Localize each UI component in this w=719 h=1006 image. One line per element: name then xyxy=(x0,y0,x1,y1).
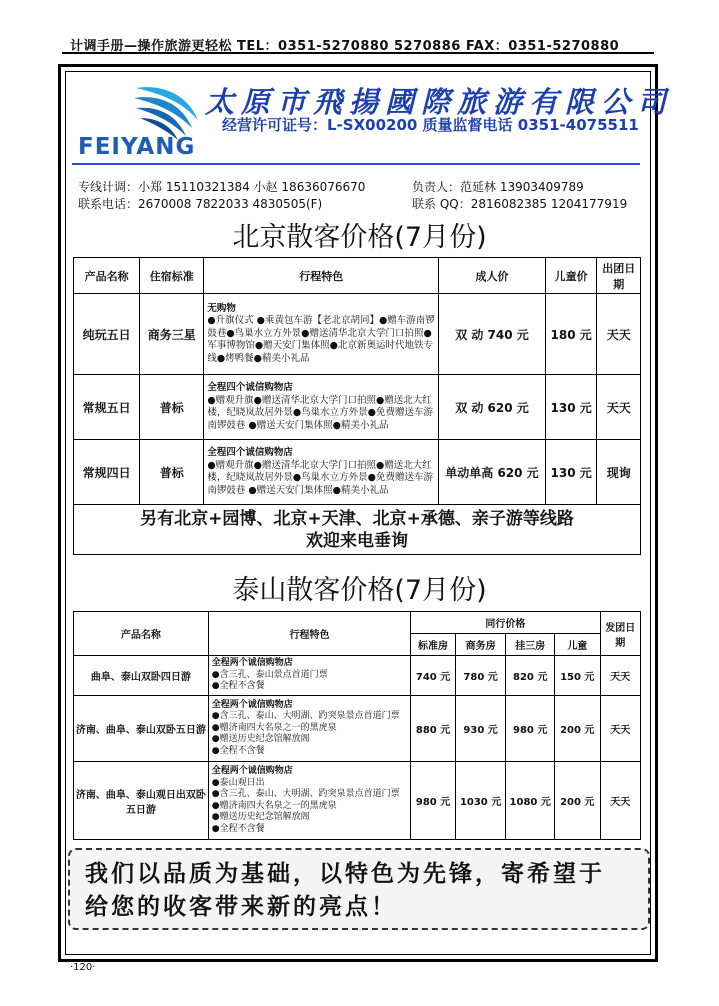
feature-heading: 全程四个诚信购物店 xyxy=(207,382,293,393)
col-header: 儿童 xyxy=(555,634,601,656)
row-features xyxy=(204,294,439,375)
table-header-row xyxy=(74,258,641,294)
row-three-price: 820 元 xyxy=(506,656,555,696)
row-biz-price: 1030 元 xyxy=(455,762,506,840)
blue-divider xyxy=(72,163,640,165)
row-std-price: 980 元 xyxy=(411,762,456,840)
table-row xyxy=(74,375,641,440)
feature-text: ●赠观升旗●赠送清华北京大学门口拍照●赠送北大红楼，纪晓岚故居外景●鸟巢水立方外景●免费赠送车游南锣鼓巷 ●赠送天安门集体照●精美小礼品 xyxy=(207,459,433,496)
col-header: 标准房 xyxy=(411,634,456,656)
row-child-price: 150 元 xyxy=(555,656,601,696)
row-name: 济南、曲阜、泰山观日出双卧五日游 xyxy=(74,762,209,840)
feature-heading: 全程四个诚信购物店 xyxy=(207,447,293,458)
contact-line1-left: 专线计调：小郑 15110321384 小赵 18636076670 xyxy=(78,180,366,194)
feature-heading: 全程两个诚信购物店 xyxy=(211,699,293,710)
note-line1: 另有北京+园博、北京+天津、北京+承德、亲子游等线路 xyxy=(140,508,574,529)
col-header: 成人价 xyxy=(439,258,546,294)
row-three-price: 980 元 xyxy=(506,696,555,762)
feature-line: ●泰山观日出 xyxy=(211,777,265,788)
row-biz-price: 780 元 xyxy=(455,656,506,696)
contact-line1-right: 负责人：范延林 13903409789 xyxy=(412,180,584,194)
beijing-title: 北京散客价格(7月份) xyxy=(232,222,487,253)
row-features xyxy=(204,375,439,440)
col-header: 行程特色 xyxy=(208,612,411,656)
row-child-price: 200 元 xyxy=(555,762,601,840)
row-std-price: 740 元 xyxy=(411,656,456,696)
table-row xyxy=(74,656,641,696)
row-adult-price: 单动单高 620 元 xyxy=(439,440,546,505)
feature-heading: 无购物 xyxy=(207,302,236,314)
row-features xyxy=(208,656,411,696)
feature-line: ●含三孔、泰山、大明湖、趵突泉景点首道门票 xyxy=(211,789,400,799)
page-number: ·120· xyxy=(70,962,96,973)
row-date: 天天 xyxy=(600,656,640,696)
col-header: 出团日期 xyxy=(597,258,641,294)
logo-wordmark: FEIYANG xyxy=(78,134,196,160)
row-adult-price: 双 动 620 元 xyxy=(439,375,546,440)
col-header: 挂三房 xyxy=(506,634,555,656)
feature-line: ●赠送历史纪念馆解放阁 xyxy=(211,812,310,822)
row-name: 常规五日 xyxy=(74,375,140,440)
row-name: 纯玩五日 xyxy=(74,294,140,375)
feature-heading: 全程两个诚信购物店 xyxy=(211,658,293,669)
table-row xyxy=(74,440,641,505)
feature-line: ●全程不含餐 xyxy=(211,745,265,756)
row-name: 曲阜、泰山双卧四日游 xyxy=(74,656,209,696)
table-row xyxy=(74,294,641,375)
wing-logo-icon xyxy=(132,80,202,142)
table-note-row xyxy=(74,505,641,555)
row-std-price: 880 元 xyxy=(411,696,456,762)
row-child-price: 180 元 xyxy=(545,294,597,375)
feature-line: ●全程不含餐 xyxy=(211,681,265,692)
row-date: 天天 xyxy=(600,696,640,762)
row-lodging: 商务三星 xyxy=(140,294,204,375)
col-header: 儿童价 xyxy=(545,258,597,294)
feature-line: ●赠济南四大名泉之一的黑虎泉 xyxy=(211,800,337,811)
header-rule xyxy=(62,52,654,54)
row-name: 济南、曲阜、泰山双卧五日游 xyxy=(74,696,209,762)
feature-text: ●升旗仪式 ●乘黄包车游【老北京胡同】●赠车游南锣鼓巷●鸟巢水立方外景●赠送清华北京大学门口拍照●军事博物馆●赠天安门集体照●北京新奥运时代地铁专线●烤鸭餐●精美小礼品 xyxy=(207,315,435,364)
col-header: 行程特色 xyxy=(204,258,439,294)
feature-line: ●赠济南四大名泉之一的黑虎泉 xyxy=(211,722,337,733)
row-features xyxy=(204,440,439,505)
col-header: 发团日期 xyxy=(600,612,640,656)
company-name: 太原市飛揚國際旅游有限公司 xyxy=(205,85,674,119)
taishan-title: 泰山散客价格(7月份) xyxy=(232,575,487,606)
row-date: 天天 xyxy=(597,294,641,375)
contact-line2-right: 联系 QQ：2816082385 1204177919 xyxy=(412,197,628,211)
col-header: 商务房 xyxy=(455,634,506,656)
col-header: 住宿标准 xyxy=(140,258,204,294)
taishan-price-table xyxy=(73,611,641,840)
row-date: 天天 xyxy=(600,762,640,840)
feature-line: ●全程不含餐 xyxy=(211,823,265,834)
row-features xyxy=(208,762,411,840)
row-date: 天天 xyxy=(597,375,641,440)
note-line2: 欢迎来电垂询 xyxy=(306,530,408,551)
feature-line: ●含三孔、泰山、大明湖、趵突泉景点首道门票 xyxy=(211,711,400,722)
feature-heading: 全程两个诚信购物店 xyxy=(211,766,293,776)
contact-line2-left: 联系电话：2670008 7822033 4830505(F) xyxy=(78,197,323,211)
feature-line: ●赠送历史纪念馆解放阁 xyxy=(211,734,310,745)
feature-line: ●含三孔、泰山景点首道门票 xyxy=(211,669,328,680)
row-child-price: 130 元 xyxy=(545,375,597,440)
row-child-price: 130 元 xyxy=(545,440,597,505)
other-routes-note xyxy=(74,505,641,555)
feature-text: ●赠观升旗●赠送清华北京大学门口拍照●赠送北大红楼，纪晓岚故居外景●鸟巢水立方外景●免费赠送车游南锣鼓巷 ●赠送天安门集体照●精美小礼品 xyxy=(207,394,433,431)
row-three-price: 1080 元 xyxy=(506,762,555,840)
beijing-price-table xyxy=(73,257,641,555)
slogan-text xyxy=(85,858,645,924)
license-line: 经营许可证号：L-SX00200 质量监督电话 0351-4075511 xyxy=(222,116,639,134)
row-lodging: 普标 xyxy=(140,375,204,440)
col-header-group: 同行价格 xyxy=(411,612,600,634)
table-header-row xyxy=(74,612,641,634)
row-features xyxy=(208,696,411,762)
table-row xyxy=(74,696,641,762)
col-header: 产品名称 xyxy=(74,258,140,294)
row-adult-price: 双 动 740 元 xyxy=(439,294,546,375)
slogan-line2: 给您的收客带来新的亮点！ xyxy=(85,894,397,920)
col-header: 产品名称 xyxy=(74,612,209,656)
table-row xyxy=(74,762,641,840)
header-title: 计调手册—操作旅游更轻松 TEL：0351-5270880 5270886 FAX：0351-5270880 xyxy=(70,39,620,54)
row-date: 现询 xyxy=(597,440,641,505)
row-child-price: 200 元 xyxy=(555,696,601,762)
slogan-line1: 我们以品质为基础，以特色为先锋，寄希望于 xyxy=(85,861,605,887)
row-name: 常规四日 xyxy=(74,440,140,505)
row-biz-price: 930 元 xyxy=(455,696,506,762)
row-lodging: 普标 xyxy=(140,440,204,505)
